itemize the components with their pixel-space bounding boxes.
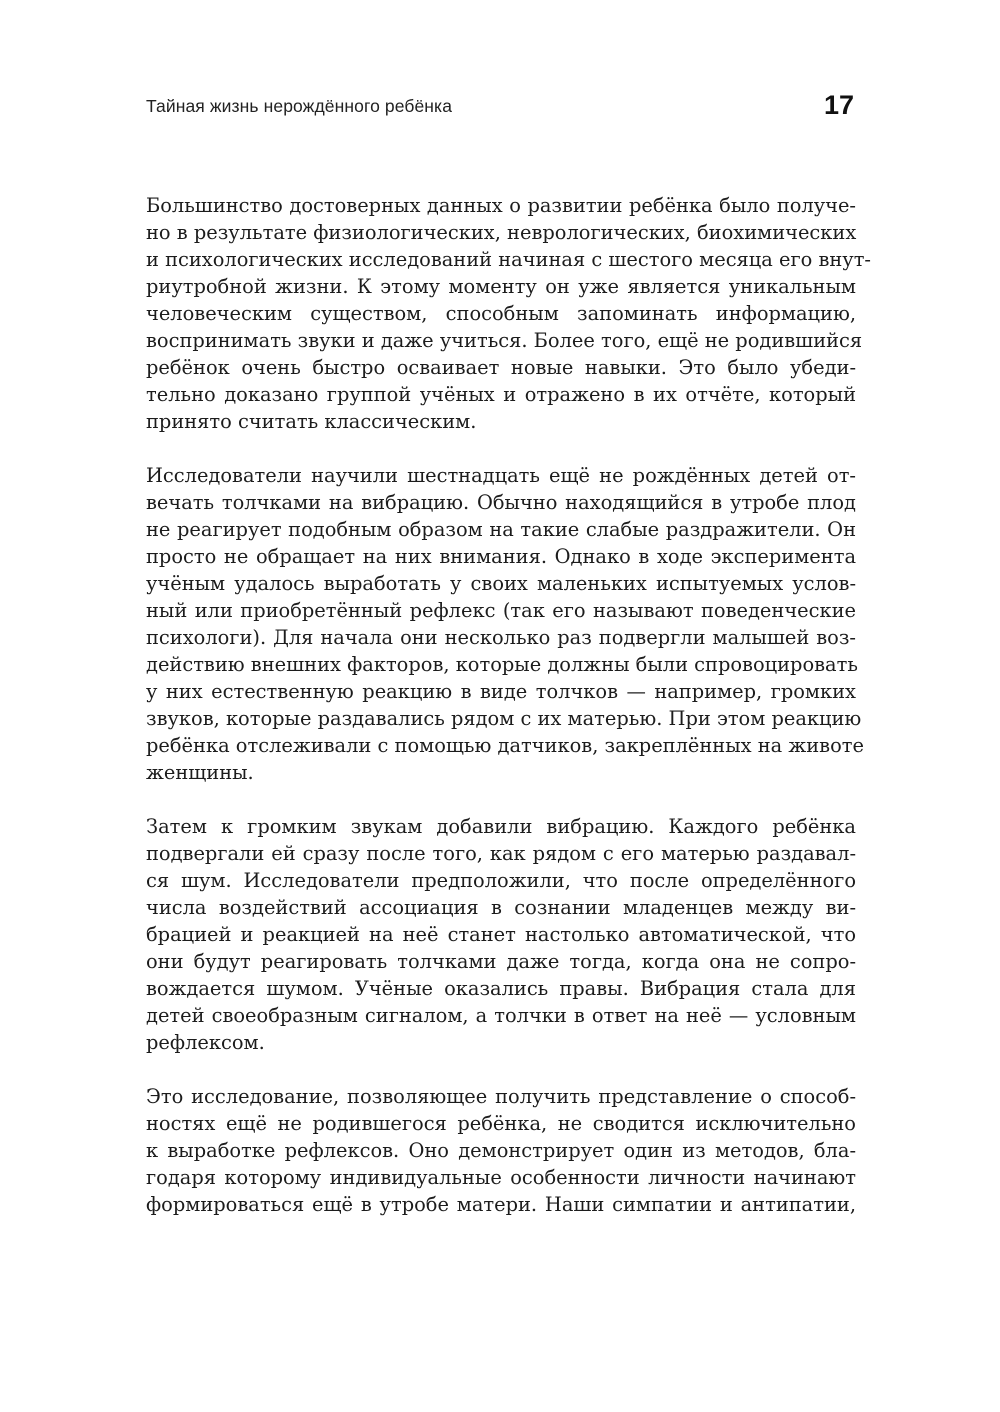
text-line: человеческим существом, способным запоминать информацию, (146, 302, 856, 325)
text-line: воспринимать звуки и даже учиться. Более того, ещё не родившийся (146, 329, 863, 352)
text-line: риутробной жизни. К этому моменту он уже является уникальным (146, 275, 856, 298)
text-line: ребёнок очень быстро осваивает новые навыки. Это было убеди- (146, 356, 856, 379)
text-line: тельно доказано группой учёных и отражено в их отчёте, который (146, 383, 856, 406)
text-line: просто не обращает на них внимания. Однако в ходе эксперимента (146, 545, 856, 568)
text-line: детей своеобразным сигналом, а толчки в ответ на неё — условным (146, 1004, 856, 1027)
paragraph (146, 192, 871, 435)
text-line: ребёнка отслеживали с помощью датчиков, закреплённых на животе (146, 734, 864, 757)
text-line: учёным удалось выработать у своих маленьких испытуемых услов- (146, 572, 856, 595)
paragraph (146, 813, 856, 1056)
text-line: формироваться ещё в утробе матери. Наши симпатии и антипатии, (146, 1193, 856, 1216)
text-line: Затем к громким звукам добавили вибрацию. Каждого ребёнка (146, 815, 856, 838)
running-head: Тайная жизнь нерождённого ребёнка (146, 96, 453, 116)
text-line: годаря которому индивидуальные особенности личности начинают (146, 1166, 856, 1189)
text-line: у них естественную реакцию в виде толчков — например, громких (146, 680, 856, 703)
text-line: Исследователи научили шестнадцать ещё не рождённых детей от- (146, 464, 856, 487)
text-line: не реагирует подобным образом на такие слабые раздражители. Он (146, 518, 856, 541)
text-line: действию внешних факторов, которые должны были спровоцировать (146, 653, 858, 676)
paragraph (146, 462, 864, 786)
text-line: они будут реагировать толчками даже тогда, когда она не сопро- (146, 950, 856, 973)
text-line: подвергали ей сразу после того, как рядом с его матерью раздавал- (146, 842, 856, 865)
text-line: брацией и реакцией на неё станет настолько автоматической, что (146, 923, 856, 946)
text-line: числа воздействий ассоциация в сознании младенцев между ви- (146, 896, 856, 919)
text-line: ностях ещё не родившегося ребёнка, не сводится исключительно (146, 1112, 856, 1135)
text-line: вождается шумом. Учёные оказались правы. Вибрация стала для (146, 977, 856, 1000)
text-line: ный или приобретённый рефлекс (так его называют поведенческие (146, 599, 856, 622)
body-text (146, 192, 871, 1245)
text-line: но в результате физиологических, неврологических, биохимических (146, 221, 857, 244)
text-line: и психологических исследований начиная с шестого месяца его внут- (146, 248, 871, 271)
text-line: вечать толчками на вибрацию. Обычно находящийся в утробе плод (146, 491, 856, 514)
text-line: рефлексом. (146, 1031, 265, 1054)
text-line: ся шум. Исследователи предположили, что после определённого (146, 869, 856, 892)
text-line: к выработке рефлексов. Оно демонстрирует один из методов, бла- (146, 1139, 856, 1162)
text-line: Большинство достоверных данных о развитии ребёнка было получе- (146, 194, 856, 217)
text-line: Это исследование, позволяющее получить представление о способ- (146, 1085, 856, 1108)
text-line: психологи). Для начала они несколько раз подвергли малышей воз- (146, 626, 856, 649)
text-line: звуков, которые раздавались рядом с их матерью. При этом реакцию (146, 707, 862, 730)
text-line: женщины. (146, 761, 254, 784)
paragraph (146, 1083, 856, 1218)
page-number: 17 (823, 90, 854, 120)
text-line: принято считать классическим. (146, 410, 477, 433)
